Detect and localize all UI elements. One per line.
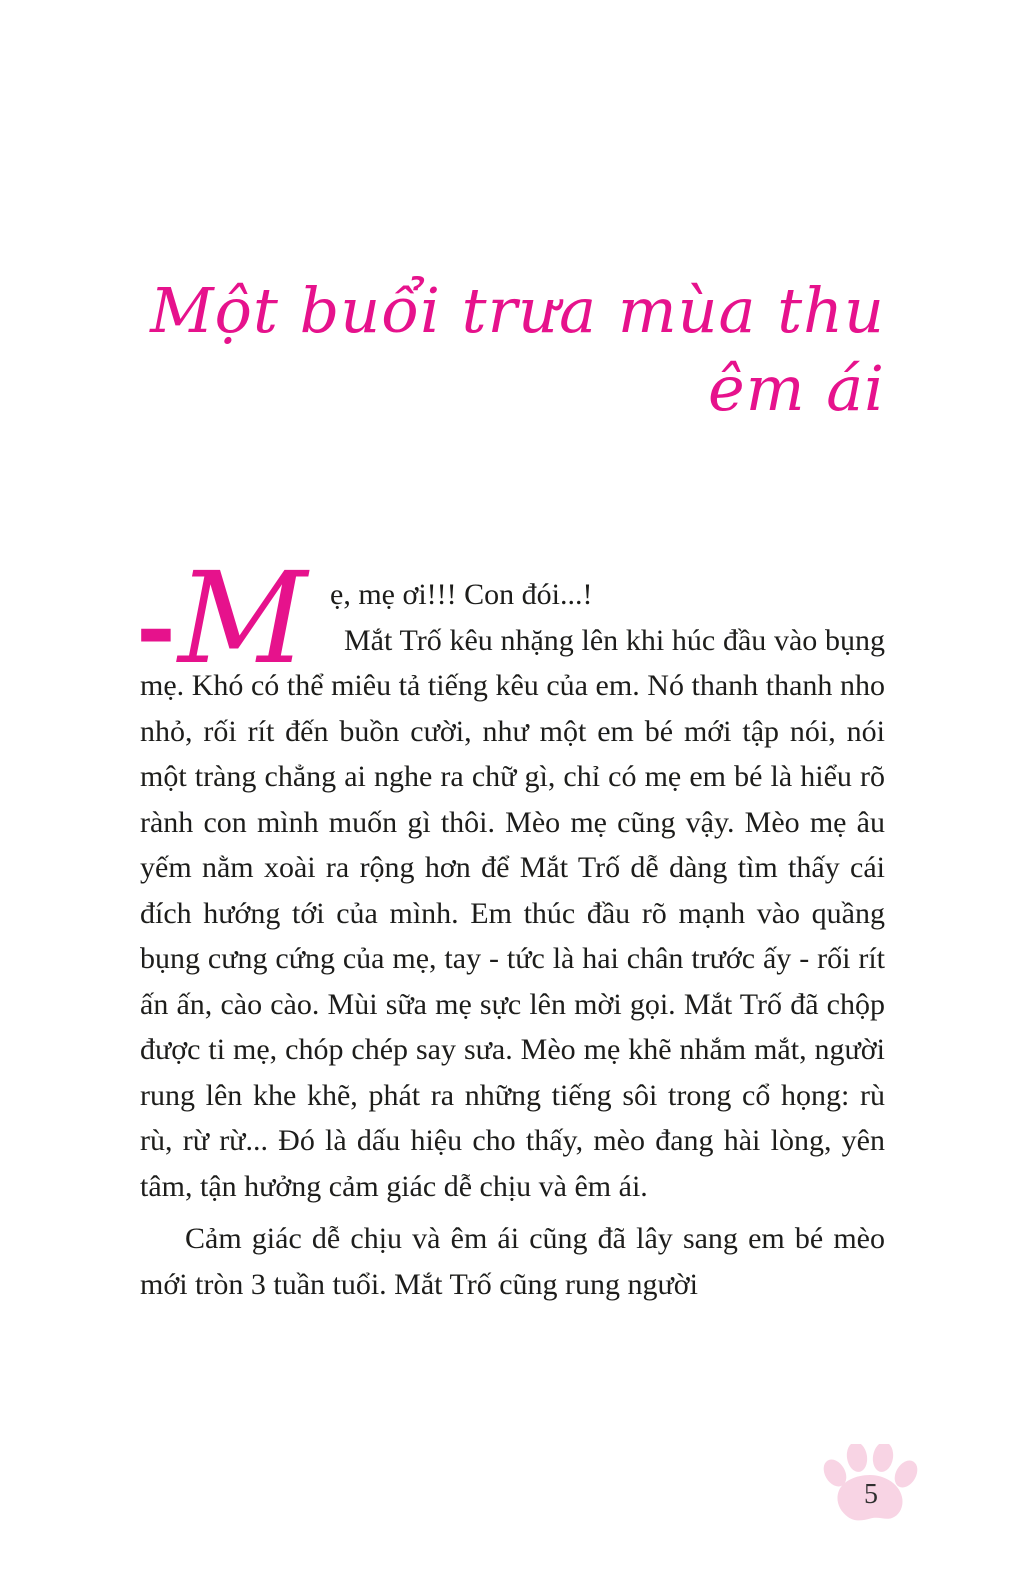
chapter-title-line1: Một buổi trưa mùa thu xyxy=(150,274,885,347)
dropcap-letter: M xyxy=(178,545,308,692)
dialogue-line: ẹ, mẹ ơi!!! Con đói...! xyxy=(330,578,593,611)
paragraph-1: Mắt Trố kêu nhặng lên khi húc đầu vào bụng mẹ. Khó có thể miêu tả tiếng kêu của em. Nó thanh thanh nho nhỏ, rối rít đến buồn cười, như một em bé mới tập nói, nói một tràng chẳng ai nghe ra chữ gì, chỉ có mẹ em bé là hiểu rõ rành con mình muốn gì thôi. Mèo mẹ cũng vậy. Mèo mẹ âu yếm nằm xoài ra rộng hơn để Mắt Trố dễ dàng tìm thấy cái đích hướng tới của mình. Em thúc đầu rõ mạnh vào quầng bụng cưng cứng của mẹ, tay - tức là hai chân trước ấy - rối rít ấn ấn, cào cào. Mùi sữa mẹ sực lên mời gọi. Mắt Trố đã chộp được ti mẹ, chóp chép say sưa. Mèo mẹ khẽ nhắm mắt, người rung lên khe khẽ, phát ra những tiếng sôi trong cổ họng: rù rù, rừ rừ... Đó là dấu hiệu cho thấy, mèo đang hài lòng, yên tâm, tận hưởng cảm giác dễ chịu và êm ái. xyxy=(140,623,885,1203)
dropcap-block xyxy=(136,545,330,692)
paragraph-2: Cảm giác dễ chịu và êm ái cũng đã lây sang em bé mèo mới tròn 3 tuần tuổi. Mắt Trố cũng rung người xyxy=(140,1222,885,1301)
page-number: 5 xyxy=(864,1479,878,1510)
body-text xyxy=(136,545,885,1307)
chapter-title xyxy=(140,272,885,428)
chapter-title-line2: êm ái xyxy=(708,352,885,425)
paw-print-icon xyxy=(823,1444,919,1528)
dialogue-dash: - xyxy=(136,571,176,684)
